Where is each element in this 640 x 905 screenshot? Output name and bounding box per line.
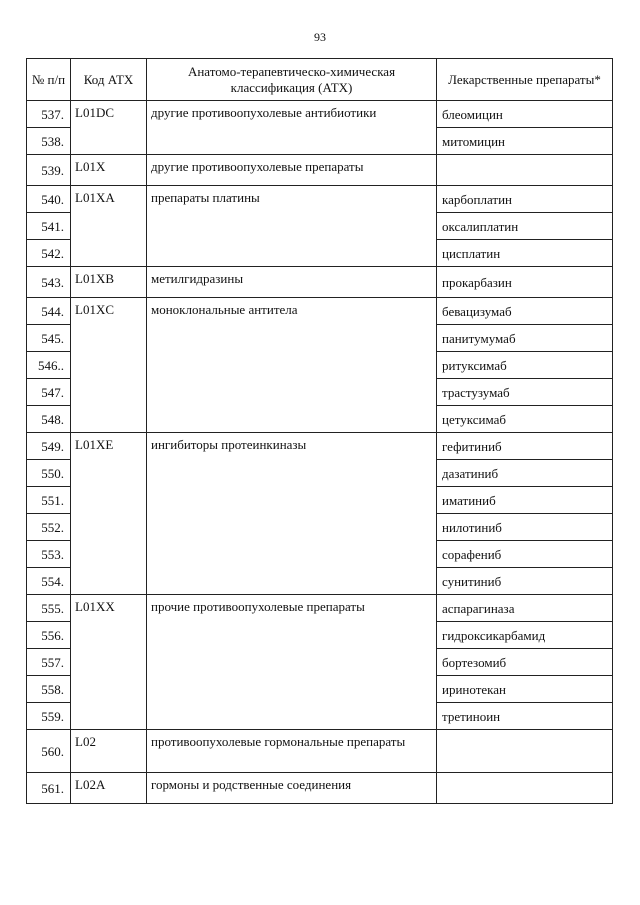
row-number: 554. <box>27 568 71 595</box>
drug-name <box>437 155 613 186</box>
drug-name: карбоплатин <box>437 186 613 213</box>
row-number: 559. <box>27 703 71 730</box>
row-number: 560. <box>27 730 71 773</box>
row-number: 539. <box>27 155 71 186</box>
row-number: 546.. <box>27 352 71 379</box>
atc-code: L01XE <box>71 433 147 595</box>
drug-name: дазатиниб <box>437 460 613 487</box>
row-number: 538. <box>27 128 71 155</box>
drug-name: цисплатин <box>437 240 613 267</box>
table-row <box>27 298 613 325</box>
row-number: 541. <box>27 213 71 240</box>
row-number: 537. <box>27 101 71 128</box>
drug-name <box>437 730 613 773</box>
row-number: 548. <box>27 406 71 433</box>
table-body <box>27 101 613 804</box>
atc-classification: прочие противоопухолевые препараты <box>147 595 437 730</box>
atc-code: L01XX <box>71 595 147 730</box>
row-number: 547. <box>27 379 71 406</box>
drug-name: нилотиниб <box>437 514 613 541</box>
row-number: 540. <box>27 186 71 213</box>
row-number: 545. <box>27 325 71 352</box>
drug-name: бевацизумаб <box>437 298 613 325</box>
atc-code: L01XB <box>71 267 147 298</box>
drug-name: бортезомиб <box>437 649 613 676</box>
row-number: 557. <box>27 649 71 676</box>
header-code: Код АТХ <box>71 59 147 101</box>
atc-classification: метилгидразины <box>147 267 437 298</box>
drug-name: прокарбазин <box>437 267 613 298</box>
row-number: 555. <box>27 595 71 622</box>
atc-drug-table <box>26 58 613 804</box>
atc-code: L02A <box>71 773 147 804</box>
row-number: 544. <box>27 298 71 325</box>
row-number: 542. <box>27 240 71 267</box>
drug-name: оксалиплатин <box>437 213 613 240</box>
row-number: 549. <box>27 433 71 460</box>
drug-name: иринотекан <box>437 676 613 703</box>
atc-classification: другие противоопухолевые препараты <box>147 155 437 186</box>
row-number: 552. <box>27 514 71 541</box>
header-num: № п/п <box>27 59 71 101</box>
drug-name: гефитиниб <box>437 433 613 460</box>
drug-name: сорафениб <box>437 541 613 568</box>
row-number: 553. <box>27 541 71 568</box>
table-row <box>27 730 613 773</box>
row-number: 556. <box>27 622 71 649</box>
row-number: 543. <box>27 267 71 298</box>
atc-code: L01XA <box>71 186 147 267</box>
atc-classification: препараты платины <box>147 186 437 267</box>
table-row <box>27 101 613 128</box>
table-row <box>27 773 613 804</box>
drug-name <box>437 773 613 804</box>
atc-code: L01DC <box>71 101 147 155</box>
drug-name: трастузумаб <box>437 379 613 406</box>
row-number: 561. <box>27 773 71 804</box>
header-classification: Анатомо-терапевтическо-химическая классификация (АТХ) <box>147 59 437 101</box>
atc-code: L01X <box>71 155 147 186</box>
atc-classification: противоопухолевые гормональные препараты <box>147 730 437 773</box>
drug-name: цетуксимаб <box>437 406 613 433</box>
table-header-row <box>27 59 613 101</box>
drug-name: панитумумаб <box>437 325 613 352</box>
row-number: 551. <box>27 487 71 514</box>
header-drugs: Лекарственные препараты* <box>437 59 613 101</box>
row-number: 550. <box>27 460 71 487</box>
table-row <box>27 595 613 622</box>
atc-classification: моноклональные антитела <box>147 298 437 433</box>
drug-name: третиноин <box>437 703 613 730</box>
drug-name: сунитиниб <box>437 568 613 595</box>
drug-name: аспарагиназа <box>437 595 613 622</box>
table-row <box>27 186 613 213</box>
page-number: 93 <box>314 30 326 44</box>
atc-classification: ингибиторы протеинкиназы <box>147 433 437 595</box>
drug-name: гидроксикарбамид <box>437 622 613 649</box>
drug-name: иматиниб <box>437 487 613 514</box>
drug-name: ритуксимаб <box>437 352 613 379</box>
table-row <box>27 267 613 298</box>
table-row <box>27 433 613 460</box>
drug-name: митомицин <box>437 128 613 155</box>
atc-classification: другие противоопухолевые антибиотики <box>147 101 437 155</box>
row-number: 558. <box>27 676 71 703</box>
table-row <box>27 155 613 186</box>
drug-name: блеомицин <box>437 101 613 128</box>
atc-classification: гормоны и родственные соединения <box>147 773 437 804</box>
atc-code: L02 <box>71 730 147 773</box>
atc-code: L01XC <box>71 298 147 433</box>
